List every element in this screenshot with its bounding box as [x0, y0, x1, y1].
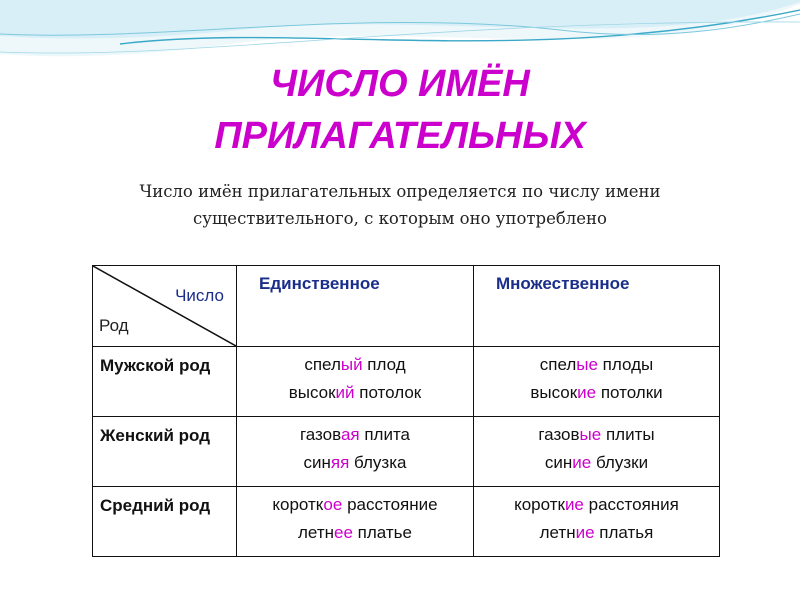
table-row: [93, 347, 720, 417]
phrase-ending: ый: [340, 355, 363, 374]
phrase: [474, 519, 719, 547]
phrase-rest: потолки: [596, 383, 663, 402]
phrase: [237, 421, 473, 449]
phrase-ending: ая: [340, 425, 360, 444]
phrase-ending: ие: [575, 523, 595, 542]
phrase-ending: ий: [335, 383, 355, 402]
phrase-ending: ие: [577, 383, 597, 402]
phrase-rest: плод: [362, 355, 406, 374]
subtitle-line-2: существительного, с которым оно употреблено: [193, 209, 607, 228]
column-header-singular: Единственное: [237, 266, 474, 347]
phrase-stem: син: [303, 453, 331, 472]
phrase-rest: плоды: [597, 355, 654, 374]
subtitle: [60, 178, 740, 232]
phrase-rest: платья: [594, 523, 654, 542]
phrase-ending: ие: [564, 495, 584, 514]
cell-singular: [237, 347, 474, 417]
phrase-rest: потолок: [354, 383, 422, 402]
adjective-number-table: [92, 265, 720, 557]
corner-label-gender: Род: [99, 316, 129, 335]
row-header: Женский род: [93, 417, 237, 487]
phrase: [237, 351, 473, 379]
phrase-rest: плита: [359, 425, 411, 444]
row-header: Мужской род: [93, 347, 237, 417]
corner-cell: [93, 266, 237, 347]
page-title: [0, 58, 800, 162]
phrase-ending: яя: [330, 453, 350, 472]
table-body: [93, 347, 720, 557]
phrase-rest: платье: [352, 523, 412, 542]
subtitle-line-1: Число имён прилагательных определяется по числу имени: [139, 182, 661, 201]
cell-plural: [473, 347, 719, 417]
phrase-rest: плиты: [601, 425, 655, 444]
phrase-ending: ое: [323, 495, 343, 514]
cell-singular: [237, 487, 474, 557]
phrase: [474, 449, 719, 477]
phrase-stem: син: [544, 453, 573, 472]
phrase-rest: блузки: [591, 453, 649, 472]
cell-plural: [473, 417, 719, 487]
title-line-2: ПРИЛАГАТЕЛЬНЫХ: [214, 115, 586, 157]
phrase-stem: газов: [538, 425, 580, 444]
phrase: [474, 379, 719, 407]
title-line-1: ЧИСЛО ИМЁН: [270, 63, 530, 105]
phrase-rest: блузка: [349, 453, 407, 472]
phrase-stem: коротк: [272, 495, 324, 514]
phrase-rest: расстояния: [583, 495, 679, 514]
cell-singular: [237, 417, 474, 487]
cell-plural: [473, 487, 719, 557]
phrase-stem: летн: [539, 523, 576, 542]
phrase-stem: спел: [539, 355, 577, 374]
phrase-stem: высок: [288, 383, 336, 402]
table-header-row: [93, 266, 720, 347]
phrase-stem: высок: [530, 383, 578, 402]
phrase-ending: ые: [579, 425, 602, 444]
phrase: [237, 519, 473, 547]
phrase: [237, 449, 473, 477]
phrase-rest: расстояние: [342, 495, 438, 514]
phrase-ending: ее: [334, 523, 353, 542]
phrase-ending: ые: [576, 355, 598, 374]
phrase-stem: коротк: [514, 495, 565, 514]
phrase-ending: ие: [572, 453, 592, 472]
phrase: [474, 421, 719, 449]
phrase: [237, 491, 473, 519]
phrase-stem: летн: [298, 523, 334, 542]
phrase: [474, 351, 719, 379]
phrase-stem: спел: [304, 355, 341, 374]
column-header-plural: Множественное: [473, 266, 719, 347]
phrase: [237, 379, 473, 407]
table-row: [93, 417, 720, 487]
row-header: Средний род: [93, 487, 237, 557]
table-row: [93, 487, 720, 557]
phrase-stem: газов: [299, 425, 341, 444]
phrase: [474, 491, 719, 519]
corner-label-number: Число: [175, 286, 224, 305]
